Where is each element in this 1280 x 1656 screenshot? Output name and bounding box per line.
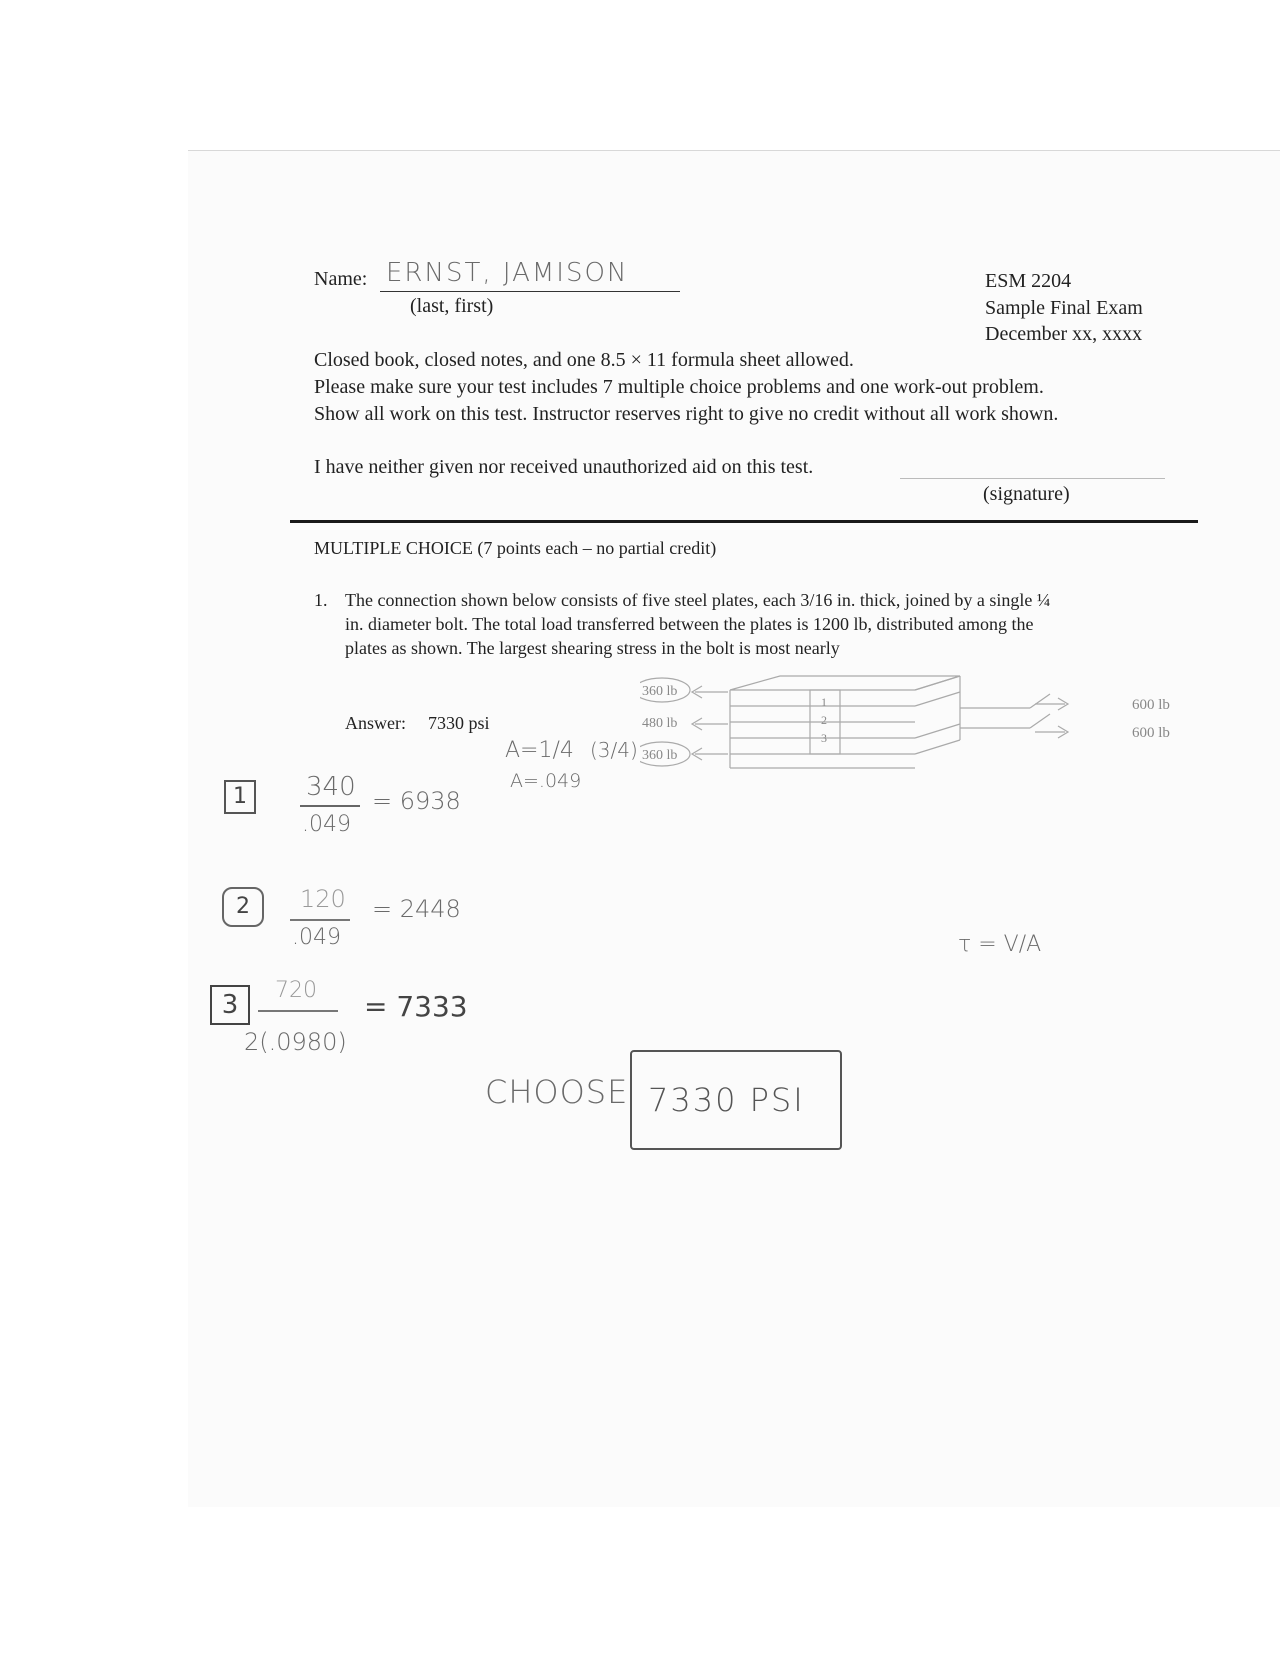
calc1-box: 1 (224, 780, 256, 814)
name-label: Name: (314, 268, 368, 290)
plate-edge (915, 740, 960, 754)
course-code: ESM 2204 (985, 270, 1072, 292)
arrow-left-icon (692, 686, 728, 698)
plate-top-face (730, 676, 960, 690)
answer-value: 7330 psi (428, 713, 490, 733)
choose-label: CHOOSE (485, 1073, 629, 1111)
student-name: ERNST, JAMISON (386, 258, 629, 288)
calc3-box: 3 (210, 985, 250, 1025)
fraction-bar (300, 805, 360, 807)
signature-line (900, 478, 1165, 479)
calc1-numerator: 340 (306, 772, 356, 802)
question-text: The connection shown below consists of five steel plates, each 3/16 in. thick, joined by a single ¼ (345, 590, 1051, 610)
load-left-2: 480 lb (642, 716, 678, 731)
boxed-answer: 7330 PSI (648, 1081, 805, 1119)
instruction-line: Please make sure your test includes 7 multiple choice problems and one work-out problem. (314, 376, 1044, 398)
arrow-right-icon (1035, 698, 1068, 710)
load-right-1: 600 lb (1132, 697, 1170, 713)
question-text: plates as shown. The largest shearing stress in the bolt is most nearly (345, 638, 840, 658)
plate-edge (915, 724, 960, 738)
instruction-line: Show all work on this test. Instructor reserves right to give no credit without all work shown. (314, 403, 1059, 425)
signature-label: (signature) (983, 483, 1070, 505)
calc2-box: 2 (222, 887, 264, 927)
hw-area-fraction: (3/4) (590, 738, 638, 762)
shear-plane-2: 2 (821, 713, 827, 727)
calc2-denominator: .049 (292, 925, 341, 950)
calc3-result: = 7333 (364, 990, 468, 1023)
calc2-numerator: 120 (300, 885, 346, 913)
instruction-line: Closed book, closed notes, and one 8.5 × 11 formula sheet allowed. (314, 349, 854, 371)
shear-plane-3: 3 (821, 731, 827, 745)
honor-statement: I have neither given nor received unauthorized aid on this test. (314, 456, 814, 478)
load-left-1: 360 lb (642, 684, 678, 699)
plate-connection-diagram (640, 672, 1200, 787)
hw-area-b: A=.049 (510, 770, 582, 792)
exam-title: Sample Final Exam (985, 297, 1143, 319)
arrow-left-icon (692, 748, 728, 760)
plate-edge (1030, 694, 1050, 708)
hw-area-a: A=1/4 (505, 738, 574, 763)
plate-edge (915, 676, 960, 690)
arrow-right-icon (1035, 726, 1068, 738)
load-left-3: 360 lb (642, 748, 678, 763)
section-title: MULTIPLE CHOICE (7 points each – no partial credit) (314, 538, 717, 558)
plate-edge (915, 692, 960, 706)
fraction-bar (290, 919, 350, 921)
calc3-numerator: 720 (275, 978, 317, 1003)
name-underline (380, 291, 680, 292)
question-text: in. diameter bolt. The total load transferred between the plates is 1200 lb, distributed among the (345, 614, 1034, 634)
calc1-denominator: .049 (302, 812, 351, 837)
name-hint: (last, first) (410, 295, 494, 317)
load-right-2: 600 lb (1132, 725, 1170, 741)
calc1-result: = 6938 (372, 787, 461, 815)
plate-edge (1030, 714, 1050, 728)
arrow-left-icon (692, 718, 728, 730)
shear-formula: τ = V/A (958, 932, 1042, 957)
fraction-bar (258, 1010, 338, 1012)
question-number: 1. (314, 590, 328, 610)
calc2-result: = 2448 (372, 895, 461, 923)
calc3-denominator: 2(.0980) (244, 1028, 347, 1056)
shear-plane-1: 1 (821, 695, 827, 709)
answer-label: Answer: (345, 713, 406, 733)
section-divider (290, 520, 1198, 523)
exam-date: December xx, xxxx (985, 323, 1143, 345)
